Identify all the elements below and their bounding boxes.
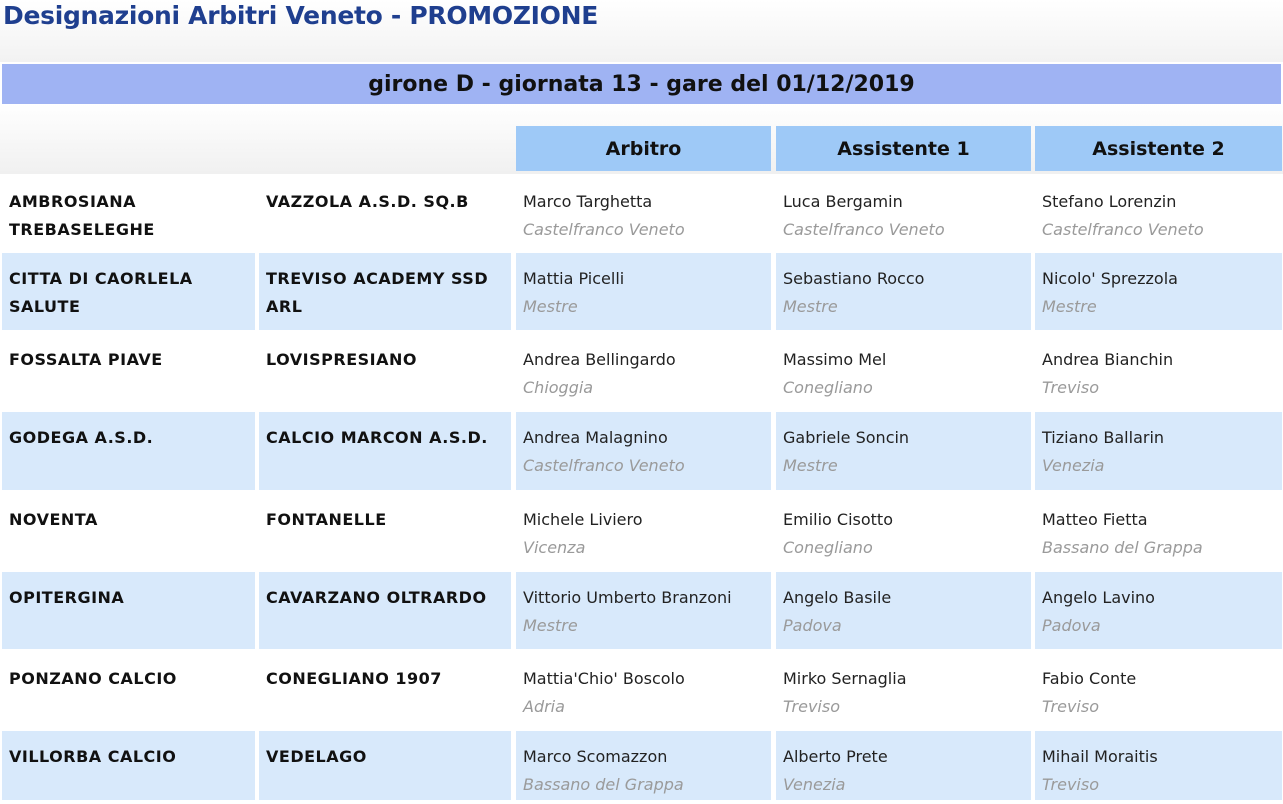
assistente1-city: Mestre bbox=[783, 297, 838, 316]
assistente1-cell bbox=[776, 334, 1031, 408]
table-row bbox=[0, 334, 1283, 412]
assistente1-name: Luca Bergamin bbox=[783, 192, 903, 211]
assistente1-name: Angelo Basile bbox=[783, 588, 892, 607]
table-row bbox=[0, 731, 1283, 804]
assistente2-cell bbox=[1035, 572, 1282, 649]
arbitro-city: Bassano del Grappa bbox=[523, 775, 684, 794]
arbitro-cell bbox=[516, 572, 771, 649]
assistente1-city: Mestre bbox=[783, 456, 838, 475]
table-row bbox=[0, 176, 1283, 253]
assistente2-city: Mestre bbox=[1042, 297, 1097, 316]
assistente2-cell bbox=[1035, 253, 1282, 330]
assistente1-city: Padova bbox=[783, 616, 842, 635]
assistente2-name: Andrea Bianchin bbox=[1042, 350, 1174, 369]
away-team: CAVARZANO OLTRARDO bbox=[259, 572, 511, 649]
arbitro-city: Mestre bbox=[523, 297, 578, 316]
assistente2-name: Matteo Fietta bbox=[1042, 510, 1148, 529]
assistente2-city: Bassano del Grappa bbox=[1042, 538, 1203, 557]
arbitro-name: Vittorio Umberto Branzoni bbox=[523, 588, 732, 607]
away-team: TREVISO ACADEMY SSD ARL bbox=[259, 253, 511, 330]
assistente2-cell bbox=[1035, 731, 1282, 800]
page-title: Designazioni Arbitri Veneto - PROMOZIONE bbox=[3, 1, 599, 30]
assistente2-cell bbox=[1035, 334, 1282, 408]
assistente2-name: Mihail Moraitis bbox=[1042, 747, 1158, 766]
arbitro-name: Mattia Picelli bbox=[523, 269, 625, 288]
away-team: FONTANELLE bbox=[259, 494, 511, 568]
arbitro-cell bbox=[516, 253, 771, 330]
assistente1-cell bbox=[776, 731, 1031, 800]
home-team: NOVENTA bbox=[2, 494, 255, 568]
assistente2-cell bbox=[1035, 176, 1282, 249]
assistente1-city: Venezia bbox=[783, 775, 846, 794]
home-team: OPITERGINA bbox=[2, 572, 255, 649]
home-team: CITTA DI CAORLELA SALUTE bbox=[2, 253, 255, 330]
arbitro-name: Marco Scomazzon bbox=[523, 747, 668, 766]
assistente1-name: Sebastiano Rocco bbox=[783, 269, 925, 288]
assistente1-city: Conegliano bbox=[783, 538, 873, 557]
arbitro-name: Marco Targhetta bbox=[523, 192, 653, 211]
assistente2-name: Angelo Lavino bbox=[1042, 588, 1155, 607]
assistente2-cell bbox=[1035, 653, 1282, 727]
assistente1-name: Massimo Mel bbox=[783, 350, 887, 369]
arbitro-name: Andrea Malagnino bbox=[523, 428, 668, 447]
assistente2-city: Treviso bbox=[1042, 697, 1099, 716]
table-row bbox=[0, 494, 1283, 572]
table-row bbox=[0, 253, 1283, 334]
home-team: PONZANO CALCIO bbox=[2, 653, 255, 727]
arbitro-cell bbox=[516, 494, 771, 568]
away-team: VAZZOLA A.S.D. SQ.B bbox=[259, 176, 511, 249]
assistente2-city: Castelfranco Veneto bbox=[1042, 220, 1204, 239]
arbitro-city: Castelfranco Veneto bbox=[523, 220, 685, 239]
arbitro-cell bbox=[516, 731, 771, 800]
assistente2-cell bbox=[1035, 494, 1282, 568]
assistente2-city: Treviso bbox=[1042, 378, 1099, 397]
column-header-assistente-2: Assistente 2 bbox=[1035, 126, 1282, 171]
arbitro-city: Castelfranco Veneto bbox=[523, 456, 685, 475]
arbitro-name: Michele Liviero bbox=[523, 510, 643, 529]
arbitro-name: Mattia'Chio' Boscolo bbox=[523, 669, 685, 688]
column-header-arbitro: Arbitro bbox=[516, 126, 771, 171]
assistente2-name: Stefano Lorenzin bbox=[1042, 192, 1177, 211]
arbitro-name: Andrea Bellingardo bbox=[523, 350, 676, 369]
arbitro-cell bbox=[516, 412, 771, 490]
assistente2-city: Venezia bbox=[1042, 456, 1105, 475]
arbitro-cell bbox=[516, 176, 771, 249]
assistente1-city: Conegliano bbox=[783, 378, 873, 397]
round-banner: girone D - giornata 13 - gare del 01/12/2019 bbox=[2, 64, 1281, 104]
home-team: GODEGA A.S.D. bbox=[2, 412, 255, 490]
assistente1-city: Castelfranco Veneto bbox=[783, 220, 945, 239]
away-team: LOVISPRESIANO bbox=[259, 334, 511, 408]
home-team: AMBROSIANA TREBASELEGHE bbox=[2, 176, 255, 249]
home-team: FOSSALTA PIAVE bbox=[2, 334, 255, 408]
assistente1-name: Gabriele Soncin bbox=[783, 428, 910, 447]
column-header-assistente-1: Assistente 1 bbox=[776, 126, 1031, 171]
assistente1-name: Emilio Cisotto bbox=[783, 510, 893, 529]
away-team: VEDELAGO bbox=[259, 731, 511, 800]
assistente1-cell bbox=[776, 253, 1031, 330]
away-team: CONEGLIANO 1907 bbox=[259, 653, 511, 727]
assistente1-name: Alberto Prete bbox=[783, 747, 888, 766]
assistente1-cell bbox=[776, 412, 1031, 490]
table-row bbox=[0, 412, 1283, 494]
assistente2-cell bbox=[1035, 412, 1282, 490]
arbitro-city: Mestre bbox=[523, 616, 578, 635]
arbitro-city: Adria bbox=[523, 697, 565, 716]
home-team: VILLORBA CALCIO bbox=[2, 731, 255, 800]
arbitro-city: Vicenza bbox=[523, 538, 586, 557]
assistente1-city: Treviso bbox=[783, 697, 840, 716]
assistente2-city: Treviso bbox=[1042, 775, 1099, 794]
assistente2-name: Nicolo' Sprezzola bbox=[1042, 269, 1178, 288]
assistente1-cell bbox=[776, 176, 1031, 249]
assistente2-city: Padova bbox=[1042, 616, 1101, 635]
assistente1-name: Mirko Sernaglia bbox=[783, 669, 907, 688]
away-team: CALCIO MARCON A.S.D. bbox=[259, 412, 511, 490]
table-row bbox=[0, 572, 1283, 653]
assistente1-cell bbox=[776, 572, 1031, 649]
table-row bbox=[0, 653, 1283, 731]
arbitro-cell bbox=[516, 653, 771, 727]
arbitro-cell bbox=[516, 334, 771, 408]
assistente2-name: Fabio Conte bbox=[1042, 669, 1137, 688]
arbitro-city: Chioggia bbox=[523, 378, 594, 397]
assistente1-cell bbox=[776, 494, 1031, 568]
assistente2-name: Tiziano Ballarin bbox=[1042, 428, 1165, 447]
assistente1-cell bbox=[776, 653, 1031, 727]
